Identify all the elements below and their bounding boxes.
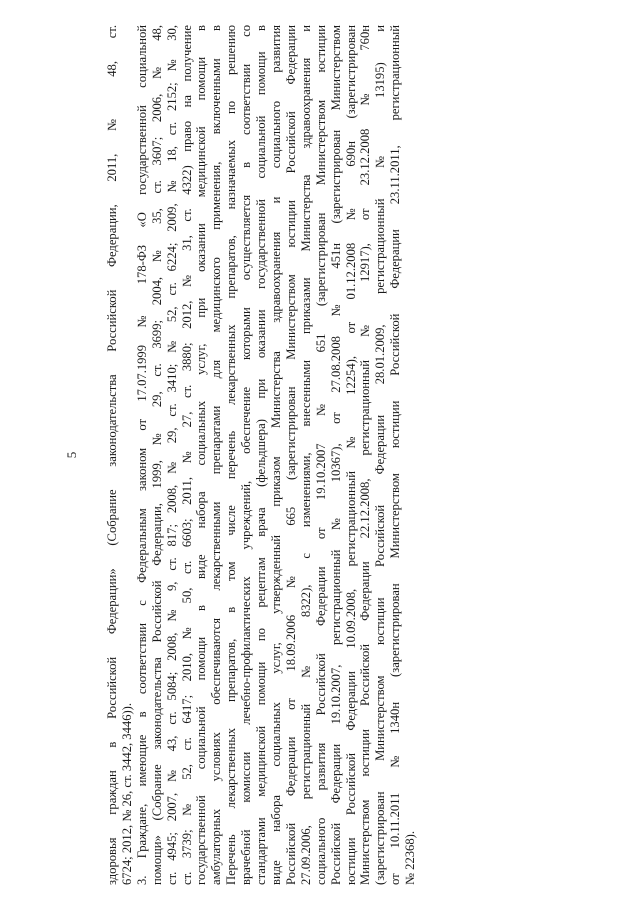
text-line: 27.09.2006, регистрационный № 8322), с изменениями, внесенными приказами Министерства здравоохранения и xyxy=(298,25,313,885)
text-line: стандартами медицинской помощи по рецептам врача (фельдшера) при оказании государственной социальной помощи в xyxy=(254,25,269,885)
text-line: от 10.11.2011 №1340н (зарегистрирован Министерством юстиции Российской Федерации 23.11.2011, регистрационный xyxy=(388,25,403,885)
text-line: ст. 4945; 2007, № 43, ст. 5084; 2008, № 9, ст. 817; 2008, № 29, ст. 3410; № 52, ст. 6224; 2009, № 18, ст. 2152; № 30, xyxy=(164,25,179,885)
text-line: 6724; 2012, № 26, ст. 3442, 3446)). xyxy=(119,702,134,885)
text-line: ст. 3739; № 52, ст. 6417; 2010, № 50, ст. 6603; 2011, № 27, ст. 3880; 2012, № 31, ст. 4322) право на получение xyxy=(179,25,194,885)
text-line: № 22368). xyxy=(403,831,418,885)
text-line: виде набора социальных услуг, утвержденный приказом Министерства здравоохранения и социального развития xyxy=(268,25,283,885)
text-line: 3. Граждане, имеющие в соответствии с Федеральным законом от 17.07.1999 № 178-ФЗ «О государственной социальной xyxy=(134,25,149,885)
text-line: Российской Федерации 19.10.2007, регистрационный № 10367), от 27.08.2008 № 451н (зарегистрирован Министерством xyxy=(328,25,343,885)
body-text xyxy=(105,25,418,885)
text-line: помощи» (Собрание законодательства Российской Федерации, 1999, № 29, ст. 3699; 2004, № 35, ст. 3607; 2006, № 48, xyxy=(149,25,164,885)
text-line: социального развития Российской Федерации от 19.10.2007 № 651 (зарегистрирован Министерством юстиции xyxy=(313,25,328,885)
text-line: Министерством юстиции Российской Федерации 22.12.2008, регистрационный № 12917), от 23.12.2008 № 760н xyxy=(358,25,373,885)
text-line: юстиции Российской Федерации 10.09.2008, регистрационный № 12254), от 01.12.2008 № 690н (зарегистрирован xyxy=(343,25,358,885)
rotated-content xyxy=(65,25,445,885)
text-line: врачебной комиссии лечебно-профилактических учреждений, обеспечение которыми осуществляется в соответствии со xyxy=(239,25,254,885)
page-number: 5 xyxy=(64,451,79,459)
text-line: Российской Федерации от 18.09.2006 № 665 (зарегистрирован Министерством юстиции Российской Федерации xyxy=(283,25,298,885)
text-line: государственной социальной помощи в виде набора социальных услуг, при оказании медицинской помощи в xyxy=(194,25,209,885)
text-line: здоровья граждан в Российской Федерации» (Собрание законодательства Российской Федерации, 2011, № 48, ст. xyxy=(105,25,119,885)
text-line: Перечень лекарственных препаратов, в том числе перечень лекарственных препаратов, назначаемых по решению xyxy=(224,25,239,885)
text-line: амбулаторных условиях обеспечиваются лекарственными препаратами для медицинского применения, включенными в xyxy=(209,25,224,885)
text-line: (зарегистрирован Министерством юстиции Российской Федерации 28.01.2009, регистрационный № 13195) и xyxy=(373,25,388,885)
